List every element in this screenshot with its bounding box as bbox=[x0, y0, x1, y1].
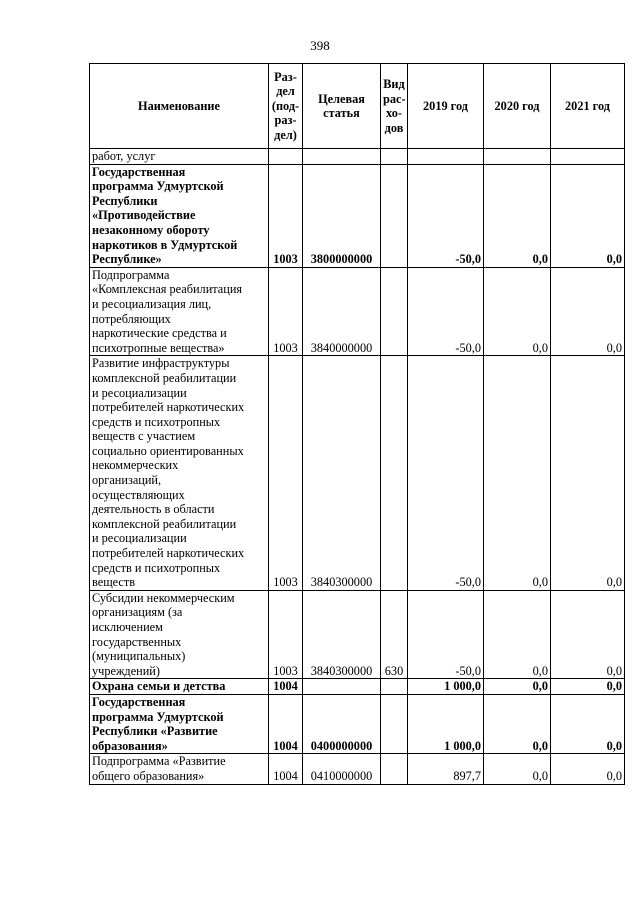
header-2020: 2020 год bbox=[484, 64, 551, 149]
cell-expense bbox=[381, 267, 408, 356]
cell-section: 1004 bbox=[269, 679, 303, 695]
row-name-line: государственных bbox=[92, 634, 182, 649]
header-2021: 2021 год bbox=[551, 64, 625, 149]
cell-target: 0410000000 bbox=[303, 754, 381, 784]
row-name-line: и ресоциализации bbox=[92, 531, 187, 546]
row-name bbox=[90, 267, 269, 356]
cell-y2020: 0,0 bbox=[484, 164, 551, 267]
row-name-line: Охрана семьи и детства bbox=[92, 679, 226, 694]
cell-y2021: 0,0 bbox=[551, 754, 625, 784]
row-name-line: Республики «Развитие bbox=[92, 724, 218, 739]
row-name-line: веществ с участием bbox=[92, 429, 196, 444]
row-name-line: потребляющих bbox=[92, 311, 171, 326]
cell-y2020: 0,0 bbox=[484, 694, 551, 753]
budget-table bbox=[89, 63, 625, 785]
table-row bbox=[90, 679, 625, 695]
row-name-line: социально ориентированных bbox=[92, 443, 244, 458]
cell-y2019: -50,0 bbox=[408, 267, 484, 356]
header-line: хо- bbox=[386, 106, 402, 120]
row-name-line: учреждений) bbox=[92, 663, 160, 678]
row-name-line: Подпрограмма bbox=[92, 267, 170, 282]
row-name-line: общего образования» bbox=[92, 768, 205, 783]
header-line: дов bbox=[384, 120, 404, 135]
cell-y2019: 897,7 bbox=[408, 754, 484, 784]
header-line: дел) bbox=[274, 127, 297, 142]
cell-y2020: 0,0 bbox=[484, 267, 551, 356]
cell-y2021: 0,0 bbox=[551, 267, 625, 356]
cell-y2020: 0,0 bbox=[484, 679, 551, 695]
cell-y2019: -50,0 bbox=[408, 590, 484, 679]
cell-y2020: 0,0 bbox=[484, 754, 551, 784]
table-row bbox=[90, 149, 625, 165]
cell-expense bbox=[381, 754, 408, 784]
cell-section: 1004 bbox=[269, 694, 303, 753]
row-name-line: работ, услуг bbox=[92, 149, 156, 163]
row-name-line: средств и психотропных bbox=[92, 414, 221, 429]
row-name-line: деятельность в области bbox=[92, 502, 215, 517]
cell-target: 3840300000 bbox=[303, 590, 381, 679]
row-name-line: организациям (за bbox=[92, 605, 183, 620]
table-row bbox=[90, 356, 625, 591]
table-row bbox=[90, 590, 625, 679]
table-row bbox=[90, 694, 625, 753]
cell-y2021: 0,0 bbox=[551, 164, 625, 267]
row-name-line: программа Удмуртской bbox=[92, 179, 224, 194]
row-name bbox=[90, 164, 269, 267]
cell-section: 1003 bbox=[269, 267, 303, 356]
row-name-line: Субсидии некоммерческим bbox=[92, 590, 235, 605]
cell-y2021 bbox=[551, 149, 625, 165]
row-name-line: и ресоциализации bbox=[92, 385, 187, 400]
cell-section bbox=[269, 149, 303, 165]
cell-y2021: 0,0 bbox=[551, 679, 625, 695]
cell-y2021: 0,0 bbox=[551, 694, 625, 753]
cell-expense bbox=[381, 164, 408, 267]
header-expense bbox=[381, 64, 408, 149]
cell-y2019 bbox=[408, 149, 484, 165]
table-header-row bbox=[90, 64, 625, 149]
cell-expense bbox=[381, 694, 408, 753]
cell-target: 3800000000 bbox=[303, 164, 381, 267]
cell-y2020 bbox=[484, 149, 551, 165]
cell-y2019: 1 000,0 bbox=[408, 679, 484, 695]
table-row bbox=[90, 164, 625, 267]
table-row bbox=[90, 754, 625, 784]
cell-y2020: 0,0 bbox=[484, 356, 551, 591]
header-line: рас- bbox=[383, 91, 406, 106]
row-name-line: наркотиков в Удмуртской bbox=[92, 237, 238, 252]
cell-target: 3840300000 bbox=[303, 356, 381, 591]
row-name-line: комплексной реабилитации bbox=[92, 370, 237, 385]
row-name-line: потребителей наркотических bbox=[92, 400, 245, 415]
header-line: Раз- bbox=[274, 69, 297, 84]
row-name-line: «Противодействие bbox=[92, 208, 196, 223]
header-line: Вид bbox=[383, 77, 405, 91]
header-section bbox=[269, 64, 303, 149]
cell-target bbox=[303, 679, 381, 695]
cell-target: 0400000000 bbox=[303, 694, 381, 753]
cell-y2020: 0,0 bbox=[484, 590, 551, 679]
row-name-line: некоммерческих bbox=[92, 458, 179, 473]
row-name-line: Подпрограмма «Развитие bbox=[92, 754, 226, 769]
header-name: Наименование bbox=[90, 64, 269, 149]
row-name-line: незаконному обороту bbox=[92, 222, 210, 237]
row-name bbox=[90, 590, 269, 679]
row-name-line: потребителей наркотических bbox=[92, 546, 245, 561]
row-name-line: исключением bbox=[92, 620, 163, 634]
cell-y2021: 0,0 bbox=[551, 590, 625, 679]
cell-expense bbox=[381, 149, 408, 165]
cell-y2019: -50,0 bbox=[408, 164, 484, 267]
row-name-line: организаций, bbox=[92, 473, 162, 488]
row-name bbox=[90, 356, 269, 591]
row-name-line: наркотические средства и bbox=[92, 326, 227, 341]
row-name-line: осуществляющих bbox=[92, 487, 185, 502]
cell-section: 1003 bbox=[269, 590, 303, 679]
header-line: раз- bbox=[274, 113, 297, 128]
row-name-line: Республике» bbox=[92, 252, 162, 267]
row-name bbox=[90, 754, 269, 784]
row-name-line: веществ bbox=[92, 575, 136, 590]
cell-expense bbox=[381, 679, 408, 695]
header-line: Целевая bbox=[318, 91, 365, 106]
cell-y2019: 1 000,0 bbox=[408, 694, 484, 753]
cell-section: 1004 bbox=[269, 754, 303, 784]
cell-target: 3840000000 bbox=[303, 267, 381, 356]
row-name bbox=[90, 679, 269, 695]
header-line: (под- bbox=[271, 98, 300, 113]
row-name-line: «Комплексная реабилитация bbox=[92, 282, 243, 297]
cell-y2021: 0,0 bbox=[551, 356, 625, 591]
header-line: статья bbox=[323, 106, 360, 120]
row-name-line: средств и психотропных bbox=[92, 560, 221, 575]
page-number: 398 bbox=[310, 38, 330, 53]
row-name bbox=[90, 149, 269, 165]
header-2019: 2019 год bbox=[408, 64, 484, 149]
cell-expense: 630 bbox=[381, 590, 408, 679]
header-target bbox=[303, 64, 381, 149]
table-row bbox=[90, 267, 625, 356]
row-name-line: Государственная bbox=[92, 164, 186, 179]
row-name-line: комплексной реабилитации bbox=[92, 516, 237, 531]
row-name-line: (муниципальных) bbox=[92, 649, 186, 664]
row-name-line: и ресоциализация лиц, bbox=[92, 296, 212, 311]
row-name-line: Развитие инфраструктуры bbox=[92, 356, 230, 371]
row-name-line: программа Удмуртской bbox=[92, 709, 224, 724]
cell-target bbox=[303, 149, 381, 165]
row-name-line: психотропные вещества» bbox=[92, 340, 225, 355]
cell-y2019: -50,0 bbox=[408, 356, 484, 591]
row-name bbox=[90, 694, 269, 753]
cell-section: 1003 bbox=[269, 164, 303, 267]
row-name-line: Республики bbox=[92, 193, 158, 208]
row-name-line: образования» bbox=[92, 738, 168, 753]
cell-expense bbox=[381, 356, 408, 591]
row-name-line: Государственная bbox=[92, 694, 186, 709]
cell-section: 1003 bbox=[269, 356, 303, 591]
header-line: дел bbox=[276, 84, 295, 99]
